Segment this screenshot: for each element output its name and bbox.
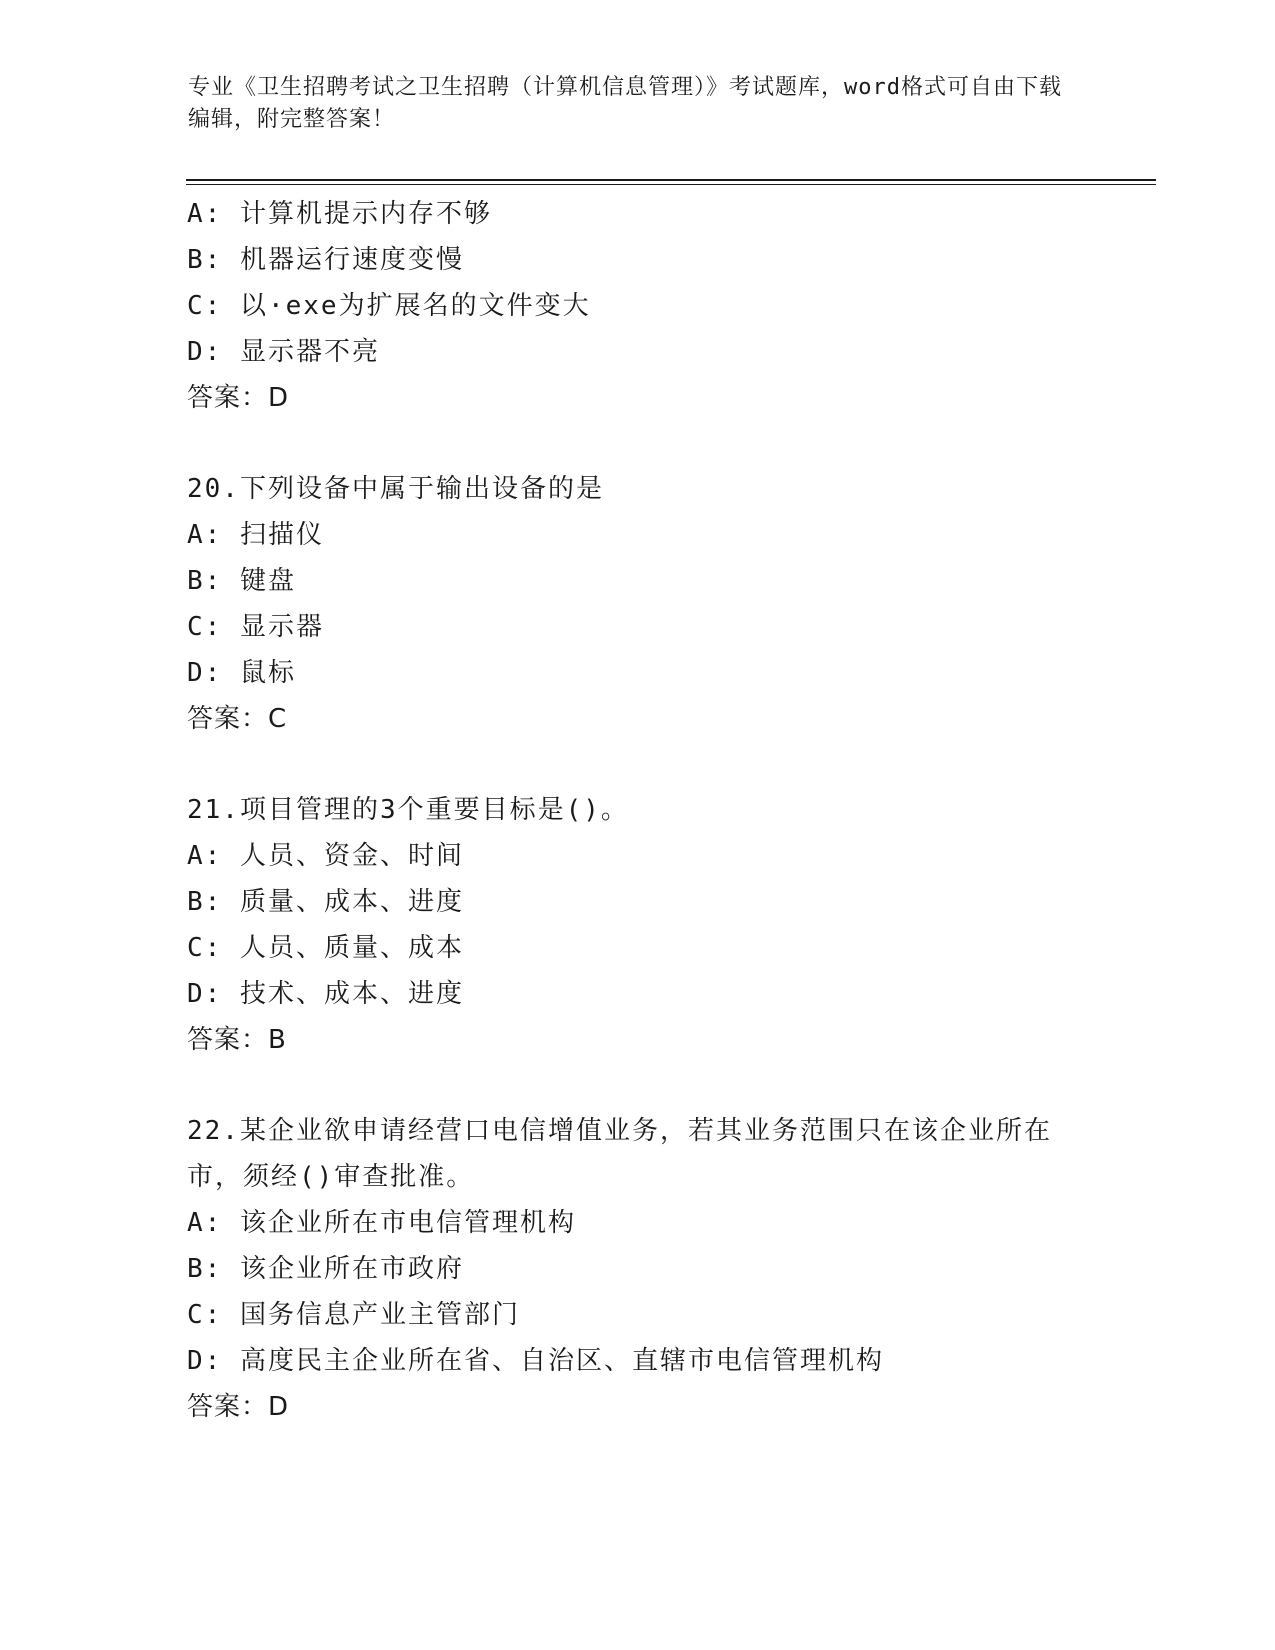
document-header: 专业《卫生招聘考试之卫生招聘（计算机信息管理）》考试题库，word格式可自由下载编辑，附完整答案！	[188, 75, 1062, 132]
question-block	[187, 191, 1087, 421]
option-d: D: 鼠标	[187, 658, 296, 688]
question-stem: 20.下列设备中属于输出设备的是	[187, 474, 604, 504]
option-c: C: 人员、质量、成本	[187, 933, 464, 963]
option-c: C: 国务信息产业主管部门	[187, 1300, 520, 1330]
option-a: A: 人员、资金、时间	[187, 841, 464, 871]
question-stem: 21.项目管理的3个重要目标是()。	[187, 795, 629, 825]
option-b: B: 机器运行速度变慢	[187, 245, 464, 275]
option-a: A: 计算机提示内存不够	[187, 199, 492, 229]
header-divider-thick	[186, 179, 1156, 181]
option-a: A: 扫描仪	[187, 520, 324, 550]
spacer	[187, 421, 1087, 466]
option-c: C: 显示器	[187, 612, 324, 642]
option-d: D: 高度民主企业所在省、自治区、直辖市电信管理机构	[187, 1346, 884, 1376]
question-list	[187, 191, 1087, 1430]
answer-line: 答案：D	[187, 383, 290, 413]
spacer	[187, 1063, 1087, 1108]
option-b: B: 该企业所在市政府	[187, 1254, 464, 1284]
question-block	[187, 466, 1087, 742]
option-a: A: 该企业所在市电信管理机构	[187, 1208, 576, 1238]
option-c: C: 以·exe为扩展名的文件变大	[187, 291, 591, 321]
spacer	[187, 742, 1087, 787]
option-d: D: 技术、成本、进度	[187, 979, 464, 1009]
header-divider-thin	[186, 184, 1156, 185]
option-b: B: 质量、成本、进度	[187, 887, 464, 917]
option-d: D: 显示器不亮	[187, 337, 380, 367]
question-block	[187, 787, 1087, 1063]
answer-line: 答案：C	[187, 704, 288, 734]
question-block	[187, 1108, 1087, 1430]
question-stem: 22.某企业欲申请经营口电信增值业务，若其业务范围只在该企业所在市，须经()审查批准。	[187, 1116, 1052, 1192]
answer-line: 答案：B	[187, 1025, 287, 1055]
option-b: B: 键盘	[187, 566, 296, 596]
answer-line: 答案：D	[187, 1392, 290, 1422]
